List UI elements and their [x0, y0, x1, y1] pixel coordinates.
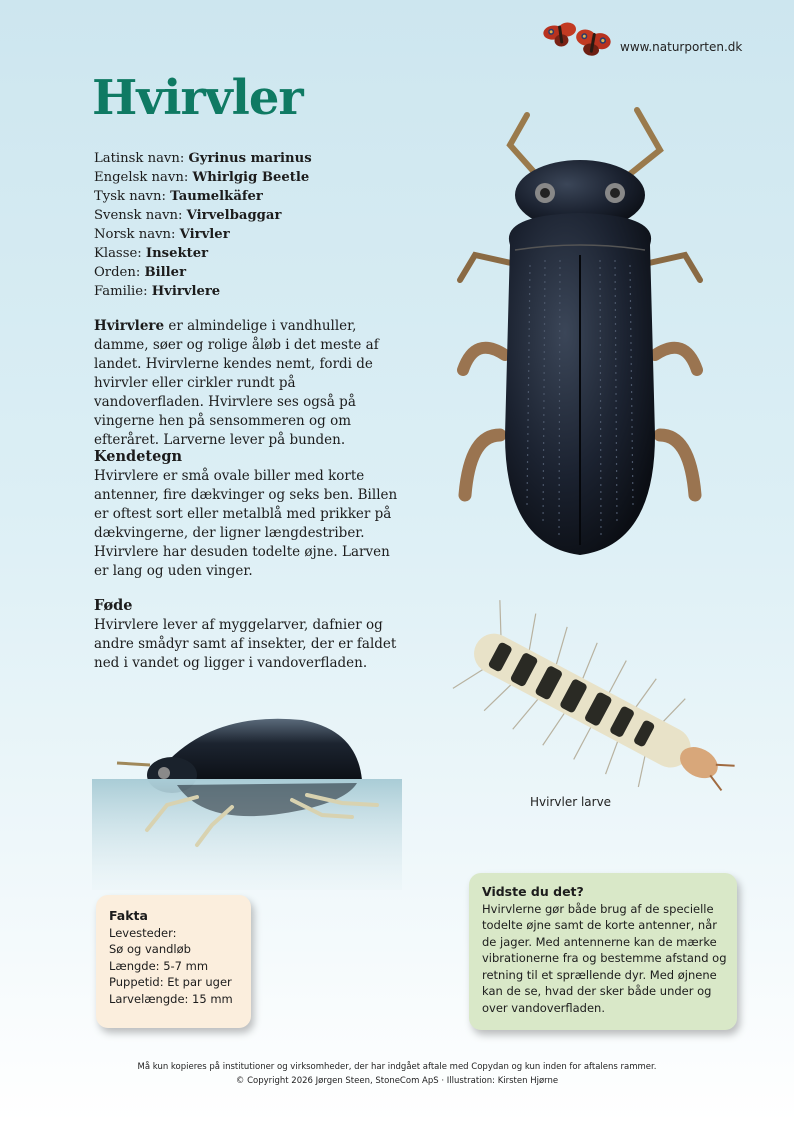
- fact-label: Klasse:: [94, 246, 146, 261]
- fact-value: Gyrinus marinus: [188, 151, 312, 166]
- fakta-line: Længde: 5-7 mm: [109, 958, 209, 973]
- fact-value: Taumelkäfer: [170, 189, 263, 204]
- fact-row-latin: [94, 149, 312, 168]
- fact-label: Tysk navn:: [94, 189, 171, 204]
- fact-label: Latinsk navn:: [94, 151, 189, 166]
- fact-value: Whirlgig Beetle: [192, 170, 310, 185]
- footer-copyright: © Copyright 2026 Jørgen Steen, StoneCom ApS · Illustration: Kirsten Hjørne: [235, 1076, 559, 1086]
- kendetegn-text: Hvirvlere er små ovale biller med korte antenner, fire dækvinger og seks ben. Billen er oftest sort eller metalblå med prikker på dækvingerne, der ligner længdestriber. Hvirvlere har desuden todelte øjne. Larven er lang og uden vinger.: [94, 468, 398, 579]
- fact-value: Virvelbaggar: [186, 208, 282, 223]
- larva-illustration: [440, 600, 760, 825]
- footer: [0, 1060, 794, 1088]
- fact-value: Hvirvlere: [151, 284, 221, 299]
- fact-value: Biller: [144, 265, 187, 280]
- larva-caption: Hvirvler larve: [530, 795, 612, 809]
- did-you-know-box: [469, 873, 737, 1030]
- did-you-know-text: Hvirvlerne gør både brug af de specielle todelte øjne samt de korte antenner, når de jager. Med antennerne kan de mærke vibrationerne fra og bestemme afstand og retning til et sprællende dyr. Med øjnene kan de se, hvad der sker både under og over vandoverfladen.: [482, 901, 727, 1015]
- fode-heading: Føde: [94, 597, 133, 614]
- swimming-beetle-illustration: [92, 705, 402, 890]
- fact-label: Orden:: [94, 265, 145, 280]
- fact-label: Norsk navn:: [94, 227, 180, 242]
- kendetegn-heading: Kendetegn: [94, 448, 183, 465]
- fakta-line: Puppetid: Et par uger: [109, 975, 232, 989]
- fact-row-family: [94, 282, 312, 301]
- fact-label: Svensk navn:: [94, 208, 187, 223]
- fakta-line: Sø og vandløb: [109, 942, 191, 956]
- footer-license: Må kun kopieres på institutioner og virksomheder, der har indgået aftale med Copydan og kun inden for aftalens rammer.: [137, 1062, 657, 1072]
- fact-row-order: [94, 263, 312, 282]
- fode-text: Hvirvlere lever af myggelarver, dafnier og andre smådyr samt af insekter, der er faldet ned i vandet og ligger i vandoverfladen.: [94, 617, 397, 671]
- fact-label: Engelsk navn:: [94, 170, 193, 185]
- intro-text: er almindelige i vandhuller, damme, søer og rolige åløb i det meste af landet. Hvirvlerne kendes nemt, fordi de hvirvler eller cirkler rundt på vandoverfladen. Hvirvlere ses også på vingerne hen på sensommeren og om efteråret. Larverne lever på bunden.: [94, 318, 379, 448]
- fact-row-class: [94, 244, 312, 263]
- did-you-know-title: Vidste du det?: [482, 884, 584, 899]
- butterfly-icon: [538, 18, 618, 56]
- fact-row-norwegian: [94, 225, 312, 244]
- website-link[interactable]: www.naturporten.dk: [620, 40, 743, 54]
- fakta-line: Larvelængde: 15 mm: [109, 991, 233, 1006]
- fact-row-english: [94, 168, 312, 187]
- intro-bold: Hvirvlere: [94, 318, 165, 334]
- page-title: Hvirvler: [92, 70, 303, 126]
- beetle-illustration: [455, 105, 705, 565]
- fakta-box: [96, 895, 251, 1028]
- intro-paragraph: [94, 317, 404, 450]
- fact-label: Familie:: [94, 284, 152, 299]
- fact-value: Virvler: [179, 227, 230, 242]
- fakta-line: Levesteder:: [109, 925, 177, 940]
- fact-value: Insekter: [145, 246, 209, 261]
- fakta-title: Fakta: [109, 908, 148, 923]
- species-facts: [94, 149, 312, 301]
- fact-row-swedish: [94, 206, 312, 225]
- fact-row-german: [94, 187, 312, 206]
